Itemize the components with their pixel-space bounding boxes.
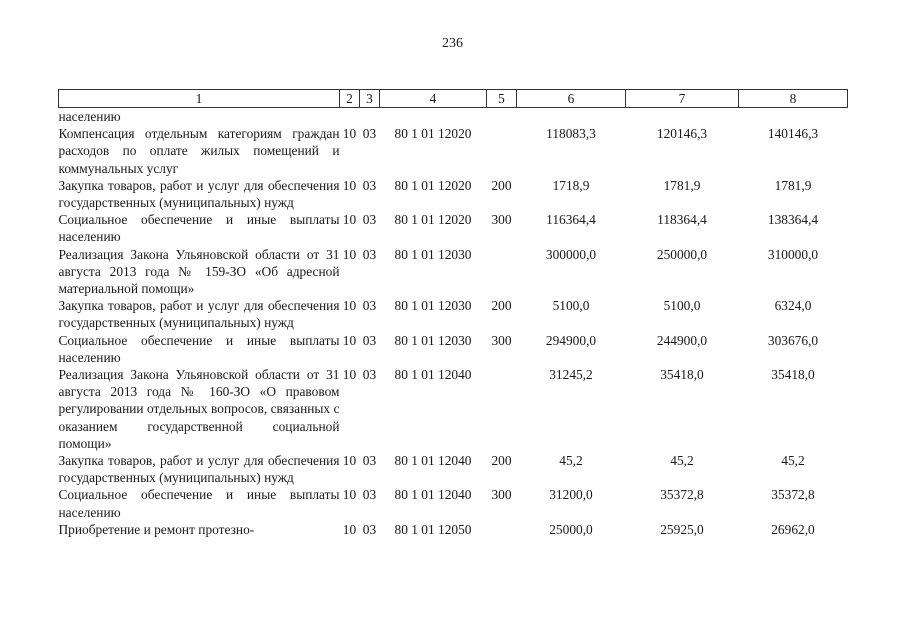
- column-number-row: [59, 90, 848, 108]
- section-code: 10: [342, 332, 357, 348]
- row-description: Приобретение и ремонт протезно-: [58, 521, 255, 537]
- section-code: 10: [342, 126, 357, 142]
- expense-type-code: 200: [491, 177, 512, 193]
- row-description: Компенсация отдельным категориям граждан расходов по оплате жилых помещений и коммунальных услуг: [58, 126, 340, 176]
- expense-type-code: [487, 366, 517, 452]
- amount-col-8: 35372,8: [771, 487, 815, 503]
- table-row: [59, 332, 848, 366]
- expense-type-code: 200: [491, 453, 512, 469]
- expense-type-code: 200: [491, 298, 512, 314]
- column-header: 5: [487, 90, 517, 108]
- table-row: [59, 452, 848, 486]
- column-header: 8: [739, 90, 848, 108]
- amount-col-8: 310000,0: [767, 246, 819, 262]
- amount-col-6: 116364,4: [546, 212, 596, 228]
- page-number: 236: [442, 36, 463, 51]
- table-row: [59, 486, 848, 520]
- table-row: [59, 297, 848, 331]
- amount-col-7: 35418,0: [660, 367, 704, 383]
- section-code: 10: [342, 487, 357, 503]
- section-code: 10: [342, 177, 357, 193]
- subsection-code: [360, 108, 380, 126]
- table-row: [59, 366, 848, 452]
- subsection-code: 03: [362, 487, 377, 503]
- column-header: 3: [360, 90, 380, 108]
- subsection-code: 03: [362, 521, 377, 537]
- table-body: [59, 108, 848, 539]
- column-header: 1: [59, 90, 340, 108]
- column-header: 7: [626, 90, 739, 108]
- table-row: [59, 177, 848, 211]
- row-description: Закупка товаров, работ и услуг для обеспечения государственных (муниципальных) нужд: [58, 298, 340, 331]
- target-article-code: 80 1 01 12040: [394, 367, 472, 383]
- expense-type-code: 300: [491, 487, 512, 503]
- subsection-code: 03: [362, 367, 377, 383]
- subsection-code: 03: [362, 212, 377, 228]
- subsection-code: 03: [362, 453, 377, 469]
- amount-col-7: 45,2: [670, 453, 694, 469]
- amount-col-8: 26962,0: [771, 521, 815, 537]
- table-row: [59, 211, 848, 245]
- row-description: Реализация Закона Ульяновской области от 31 августа 2013 года № 160-ЗО «О правовом регулировании отдельных вопросов, связанных с оказанием государственной социальной помощи»: [58, 367, 340, 451]
- subsection-code: 03: [362, 177, 377, 193]
- section-code: 10: [342, 246, 357, 262]
- column-header: 2: [340, 90, 360, 108]
- section-code: 10: [342, 521, 357, 537]
- amount-col-7: [626, 108, 739, 126]
- amount-col-6: 5100,0: [552, 298, 590, 314]
- target-article-code: 80 1 01 12020: [394, 177, 472, 193]
- section-code: [340, 108, 360, 126]
- amount-col-6: 31200,0: [549, 487, 593, 503]
- amount-col-8: [739, 108, 848, 126]
- amount-col-7: 120146,3: [656, 126, 708, 142]
- amount-col-7: 25925,0: [660, 521, 704, 537]
- section-code: 10: [342, 453, 357, 469]
- target-article-code: 80 1 01 12040: [394, 487, 472, 503]
- section-code: 10: [342, 212, 357, 228]
- amount-col-8: 140146,3: [767, 126, 819, 142]
- amount-col-6: 118083,3: [546, 126, 596, 142]
- amount-col-6: 31245,2: [549, 367, 593, 383]
- target-article-code: 80 1 01 12040: [394, 453, 472, 469]
- row-description: Социальное обеспечение и иные выплаты населению: [58, 487, 340, 520]
- expense-type-code: 300: [491, 332, 512, 348]
- expense-type-code: [487, 246, 517, 298]
- row-description: Реализация Закона Ульяновской области от 31 августа 2013 года № 159-ЗО «Об адресной материальной помощи»: [58, 246, 340, 297]
- row-description: Закупка товаров, работ и услуг для обеспечения государственных (муниципальных) нужд: [58, 177, 340, 211]
- table-row: [59, 108, 848, 126]
- table-row: [59, 246, 848, 298]
- expense-type-code: 300: [491, 212, 512, 228]
- amount-col-8: 6324,0: [774, 298, 812, 314]
- table-row: [59, 125, 848, 177]
- amount-col-6: 1718,9: [552, 177, 590, 193]
- target-article-code: [380, 108, 487, 126]
- amount-col-6: [517, 108, 626, 126]
- target-article-code: 80 1 01 12030: [394, 246, 472, 262]
- amount-col-6: 25000,0: [549, 521, 593, 537]
- column-header: 4: [380, 90, 487, 108]
- amount-col-7: 244900,0: [656, 332, 708, 348]
- amount-col-7: 118364,4: [657, 212, 707, 228]
- row-description: Социальное обеспечение и иные выплаты населению: [58, 212, 340, 245]
- amount-col-8: 35418,0: [771, 367, 815, 383]
- amount-col-6: 300000,0: [545, 246, 597, 262]
- section-code: 10: [342, 298, 357, 314]
- amount-col-7: 1781,9: [663, 177, 701, 193]
- target-article-code: 80 1 01 12020: [394, 212, 472, 228]
- subsection-code: 03: [362, 126, 377, 142]
- amount-col-7: 35372,8: [660, 487, 704, 503]
- subsection-code: 03: [362, 332, 377, 348]
- amount-col-8: 45,2: [781, 453, 805, 469]
- row-description: населению: [58, 109, 121, 124]
- expense-type-code: [487, 108, 517, 126]
- column-header: 6: [517, 90, 626, 108]
- subsection-code: 03: [362, 246, 377, 262]
- section-code: 10: [342, 367, 357, 383]
- row-description: Социальное обеспечение и иные выплаты населению: [58, 332, 340, 365]
- subsection-code: 03: [362, 298, 377, 314]
- target-article-code: 80 1 01 12020: [394, 126, 472, 142]
- row-description: Закупка товаров, работ и услуг для обеспечения государственных (муниципальных) нужд: [58, 453, 340, 486]
- amount-col-8: 1781,9: [774, 177, 812, 193]
- target-article-code: 80 1 01 12050: [394, 521, 472, 537]
- amount-col-8: 138364,4: [767, 212, 819, 228]
- target-article-code: 80 1 01 12030: [394, 332, 472, 348]
- target-article-code: 80 1 01 12030: [394, 298, 472, 314]
- amount-col-6: 45,2: [559, 453, 583, 469]
- amount-col-7: 5100,0: [663, 298, 701, 314]
- budget-table: [58, 89, 848, 538]
- amount-col-7: 250000,0: [656, 246, 708, 262]
- amount-col-6: 294900,0: [545, 332, 597, 348]
- expense-type-code: [487, 521, 517, 538]
- expense-type-code: [487, 125, 517, 177]
- amount-col-8: 303676,0: [767, 332, 819, 348]
- table-row: [59, 521, 848, 538]
